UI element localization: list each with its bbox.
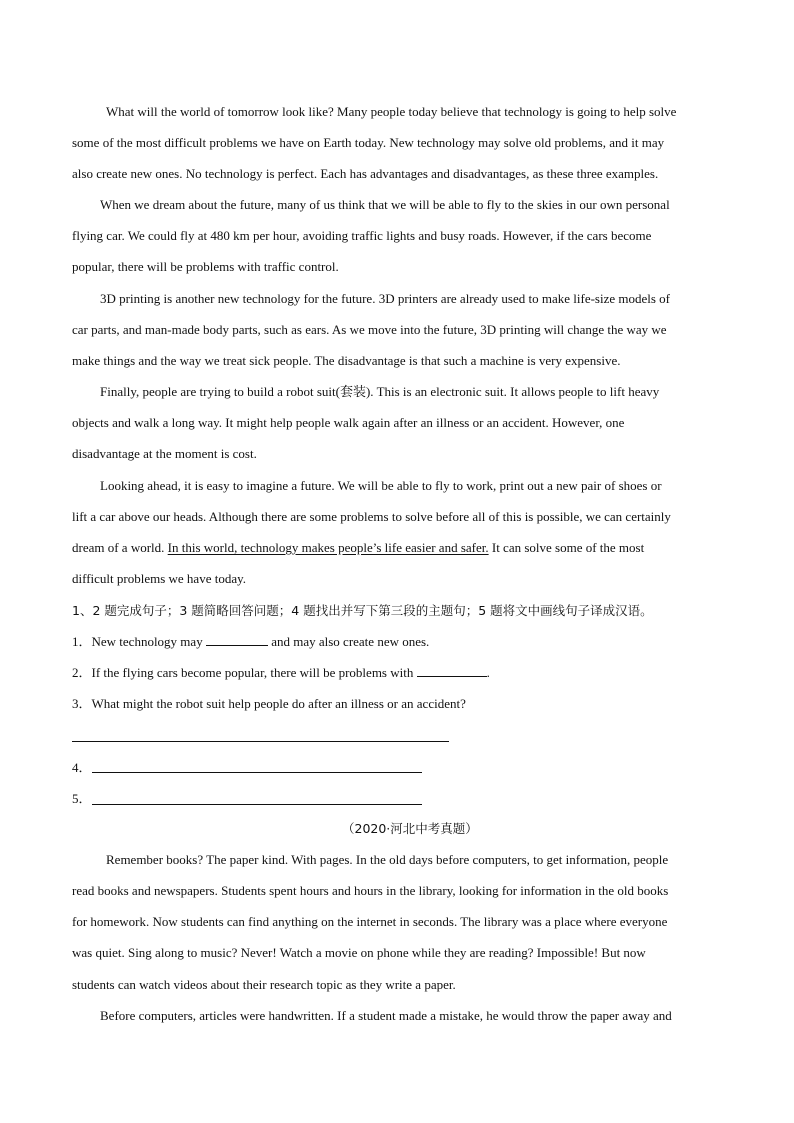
q1-text-after: and may also create new ones.	[267, 634, 430, 649]
question-5-label: 5．	[72, 791, 92, 806]
q4-answer-line[interactable]	[92, 772, 422, 773]
source-label: （2020·河北中考真题）	[342, 821, 478, 836]
passage1-p4-line1: Finally, people are trying to build a robot suit(套装). This is an electronic suit. It allows people to lift heavy	[100, 384, 660, 399]
passage2-p1-line3: for homework. Now students can find anything on the internet in seconds. The library was a place where everyone	[72, 914, 668, 929]
passage1-p5-line2: lift a car above our heads. Although there are some problems to solve before all of this is possible, we can certainly	[72, 509, 671, 524]
passage1-p4-line2: objects and walk a long way. It might help people walk again after an illness or an accident. However, one	[72, 415, 625, 430]
passage1-p1-line3: also create new ones. No technology is perfect. Each has advantages and disadvantages, as these three examples.	[72, 166, 659, 181]
passage1-p5-line3	[72, 539, 644, 557]
passage2-p1-line2: read books and newspapers. Students spent hours and hours in the library, looking for information in the old books	[72, 883, 669, 898]
q2-text-after: .	[486, 665, 490, 680]
question-1	[72, 633, 429, 651]
instructions: 1、2 题完成句子；3 题简略回答问题；4 题找出并写下第三段的主题句；5 题将文中画线句子译成汉语。	[72, 603, 653, 618]
passage1-p1-line2: some of the most difficult problems we have on Earth today. New technology may solve old problems, and it may	[72, 135, 665, 150]
p5-line3-after: It can solve some of the most	[488, 540, 645, 555]
passage1-p2-line3: popular, there will be problems with traffic control.	[72, 259, 339, 274]
q3-answer-line[interactable]	[72, 741, 449, 742]
underlined-sentence: In this world, technology makes people’s life easier and safer.	[167, 540, 489, 555]
passage2-p1-line1: Remember books? The paper kind. With pages. In the old days before computers, to get information, people	[106, 852, 669, 867]
passage1-p1-line1: What will the world of tomorrow look like? Many people today believe that technology is going to help solve	[106, 104, 677, 119]
q1-answer-blank[interactable]	[206, 633, 268, 646]
passage1-p2-line1: When we dream about the future, many of us think that we will be able to fly to the skies in our own personal	[100, 197, 670, 212]
passage1-p3-line3: make things and the way we treat sick people. The disadvantage is that such a machine is very expensive.	[72, 353, 621, 368]
q5-answer-line[interactable]	[92, 804, 422, 805]
passage1-p5-line1: Looking ahead, it is easy to imagine a future. We will be able to fly to work, print out a new pair of shoes or	[100, 478, 662, 493]
passage1-p2-line2: flying car. We could fly at 480 km per hour, avoiding traffic lights and busy roads. However, if the cars become	[72, 228, 652, 243]
q1-text-before: 1．New technology may	[72, 634, 206, 649]
q2-answer-blank[interactable]	[417, 664, 487, 677]
question-4-label: 4．	[72, 760, 92, 775]
passage2-p1-line4: was quiet. Sing along to music? Never! Watch a movie on phone while they are reading? Impossible! But now	[72, 945, 646, 960]
p5-line3-before: dream of a world.	[72, 540, 168, 555]
question-2	[72, 664, 490, 682]
passage2-p2-line1: Before computers, articles were handwritten. If a student made a mistake, he would throw the paper away and	[100, 1008, 672, 1023]
passage1-p3-line1: 3D printing is another new technology for the future. 3D printers are already used to make life-size models of	[100, 291, 671, 306]
question-3: 3．What might the robot suit help people do after an illness or an accident?	[72, 696, 466, 711]
passage1-p4-line3: disadvantage at the moment is cost.	[72, 446, 257, 461]
q2-text-before: 2．If the flying cars become popular, there will be problems with	[72, 665, 417, 680]
passage1-p3-line2: car parts, and man-made body parts, such as ears. As we move into the future, 3D printing will change the way we	[72, 322, 667, 337]
passage2-p1-line5: students can watch videos about their research topic as they write a paper.	[72, 977, 456, 992]
passage1-p5-line4: difficult problems we have today.	[72, 571, 247, 586]
